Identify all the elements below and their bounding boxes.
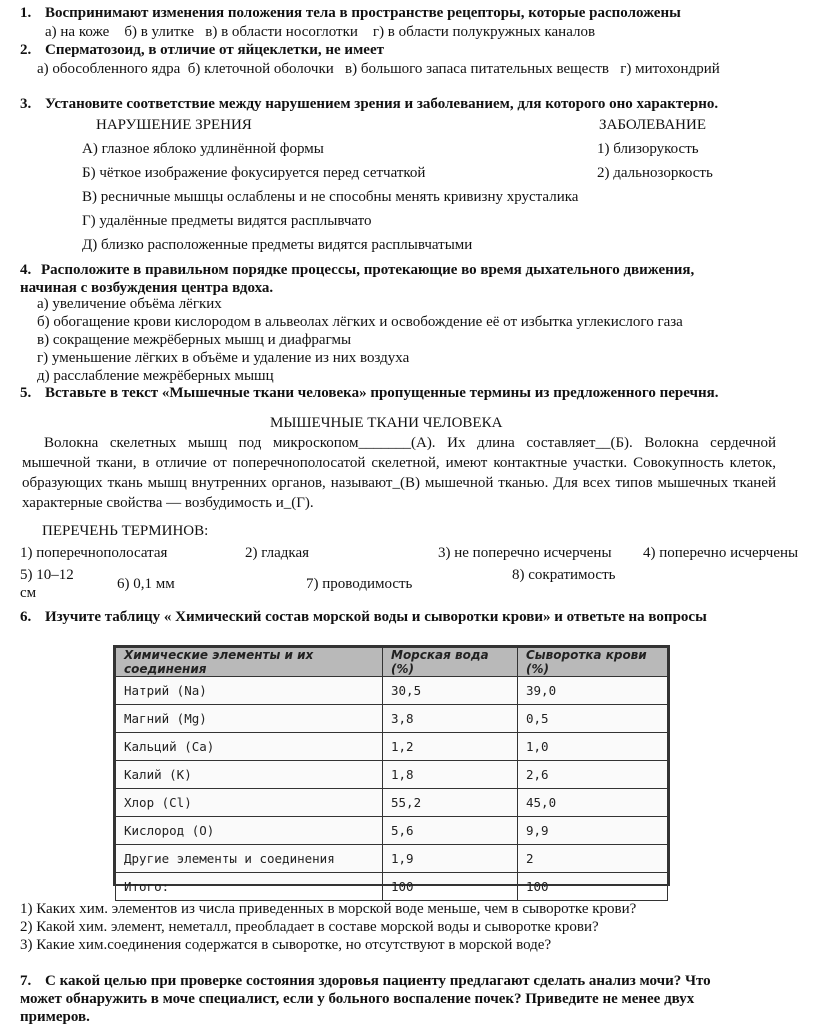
q5-term: 8) сократимость xyxy=(512,567,616,583)
table-cell: 9,9 xyxy=(518,817,668,845)
q5-number: 5. xyxy=(20,385,32,401)
q7-line3: примеров. xyxy=(20,1009,90,1025)
q5-paragraph: Волокна скелетных мышц под микроскопом_______(А). Их длина составляет__(Б). Волокна сердечной мышечной ткани, в отличие от поперечнополосатой скелетной, имеют контактные участки. Совокупность клеток, образующих ткань мышц внутренних органов, называют_(В) мышечной тканью. Для всех типов мышечных тканей характерные свойства — возбудимость и_(Г). xyxy=(22,435,776,511)
q6-subquestion: 3) Какие хим.соединения содержатся в сыворотке, но отсутствуют в морской воде? xyxy=(20,937,552,953)
q2-options: а) обособленного ядра б) клеточной оболочки в) большого запаса питательных веществ г) митохондрий xyxy=(37,61,720,77)
table-cell: Натрий (Na) xyxy=(116,677,383,705)
table-cell: Кислород (О) xyxy=(116,817,383,845)
q5-term: см xyxy=(20,585,37,601)
q6-question: Изучите таблицу « Химический состав морской воды и сыворотки крови» и ответьте на вопросы xyxy=(45,609,707,625)
q4-number: 4. xyxy=(20,262,32,278)
q4-item: г) уменьшение лёгких в объёме и удаление из них воздуха xyxy=(37,350,410,366)
table-cell: Другие элементы и соединения xyxy=(116,845,383,873)
table-cell: 1,8 xyxy=(383,761,518,789)
q1-options: а) на коже б) в улитке в) в области носоглотки г) в области полукружных каналов xyxy=(45,24,596,40)
q5-term: 1) поперечнополосатая xyxy=(20,545,168,561)
table-row xyxy=(116,705,668,733)
table-cell: 55,2 xyxy=(383,789,518,817)
q4-item: б) обогащение крови кислородом в альвеолах лёгких и освобождение её от избытка углекислого газа xyxy=(37,314,683,330)
q3-col-right-header: ЗАБОЛЕВАНИЕ xyxy=(599,117,706,133)
q3-item: В) ресничные мышцы ослаблены и не способны менять кривизну хрусталика xyxy=(82,189,579,205)
table-cell: 3,8 xyxy=(383,705,518,733)
table-cell: 39,0 xyxy=(518,677,668,705)
table-cell: 1,2 xyxy=(383,733,518,761)
q1-question: Воспринимают изменения положения тела в пространстве рецепторы, которые расположены xyxy=(45,5,681,21)
q3-answer: 1) близорукость xyxy=(597,141,699,157)
table-row xyxy=(116,817,668,845)
q5-term: 2) гладкая xyxy=(245,545,310,561)
table-cell: Итого: xyxy=(116,873,383,901)
q3-item: Д) близко расположенные предметы видятся расплывчатыми xyxy=(82,237,473,253)
q6-number: 6. xyxy=(20,609,32,625)
q7-line1: С какой целью при проверке состояния здоровья пациенту предлагают сделать анализ мочи? Что xyxy=(45,973,711,989)
q7-line2: может обнаружить в моче специалист, если у больного воспаление почек? Приведите не менее двух xyxy=(20,991,695,1007)
q3-question: Установите соответствие между нарушением зрения и заболеванием, для которого оно характерно. xyxy=(45,96,719,112)
table-row xyxy=(116,761,668,789)
q5-term: 3) не поперечно исчерчены xyxy=(438,545,612,561)
table-cell: 30,5 xyxy=(383,677,518,705)
table-cell: 0,5 xyxy=(518,705,668,733)
q5-text-title: МЫШЕЧНЫЕ ТКАНИ ЧЕЛОВЕКА xyxy=(270,415,503,431)
table-row xyxy=(116,845,668,873)
table-header: Химические элементы и их соединения xyxy=(116,648,383,677)
q6-subquestion: 2) Какой хим. элемент, неметалл, преобладает в составе морской воды и сыворотке крови? xyxy=(20,919,599,935)
q5-terms-title: ПЕРЕЧЕНЬ ТЕРМИНОВ: xyxy=(42,523,209,539)
table-row xyxy=(116,677,668,705)
q5-term: 6) 0,1 мм xyxy=(117,576,175,592)
q3-answer: 2) дальнозоркость xyxy=(597,165,713,181)
table-row xyxy=(116,789,668,817)
q3-item: А) глазное яблоко удлинённой формы xyxy=(82,141,324,157)
q1-number: 1. xyxy=(20,5,32,21)
table-cell: 1,0 xyxy=(518,733,668,761)
table-cell: 5,6 xyxy=(383,817,518,845)
table-header: Сыворотка крови (%) xyxy=(518,648,668,677)
q2-question: Сперматозоид, в отличие от яйцеклетки, не имеет xyxy=(45,42,384,58)
q6-subquestion: 1) Каких хим. элементов из числа приведенных в морской воде меньше, чем в сыворотке крови? xyxy=(20,901,637,917)
table-cell: 1,9 xyxy=(383,845,518,873)
q5-term: 5) 10–12 xyxy=(20,567,74,583)
q7-number: 7. xyxy=(20,973,32,989)
q4-question-line2: начиная с возбуждения центра вдоха. xyxy=(20,280,274,296)
q5-term: 7) проводимость xyxy=(306,576,413,592)
q4-item: в) сокращение межрёберных мышц и диафрагмы xyxy=(37,332,352,348)
table-row xyxy=(116,873,668,901)
chemical-composition-table xyxy=(113,645,670,894)
table-cell: 2 xyxy=(518,845,668,873)
table-cell: 100 xyxy=(518,873,668,901)
q4-question-line1: Расположите в правильном порядке процессы, протекающие во время дыхательного движения, xyxy=(41,262,695,278)
q4-item: д) расслабление межрёберных мышц xyxy=(37,368,274,384)
q3-col-left-header: НАРУШЕНИЕ ЗРЕНИЯ xyxy=(96,117,252,133)
q4-item: а) увеличение объёма лёгких xyxy=(37,296,222,312)
table-row xyxy=(116,733,668,761)
q2-number: 2. xyxy=(20,42,32,58)
table-cell: Кальций (Ca) xyxy=(116,733,383,761)
table-cell: 45,0 xyxy=(518,789,668,817)
table-cell: Калий (К) xyxy=(116,761,383,789)
table-cell: Магний (Mg) xyxy=(116,705,383,733)
q5-term: 4) поперечно исчерчены xyxy=(643,545,799,561)
table-cell: 100 xyxy=(383,873,518,901)
table-cell: 2,6 xyxy=(518,761,668,789)
q3-item: Б) чёткое изображение фокусируется перед сетчаткой xyxy=(82,165,426,181)
q3-item: Г) удалённые предметы видятся расплывчато xyxy=(82,213,372,229)
q5-question: Вставьте в текст «Мышечные ткани человека» пропущенные термины из предложенного перечня. xyxy=(45,385,719,401)
q3-number: 3. xyxy=(20,96,32,112)
table-header: Морская вода (%) xyxy=(383,648,518,677)
table-cell: Хлор (Cl) xyxy=(116,789,383,817)
